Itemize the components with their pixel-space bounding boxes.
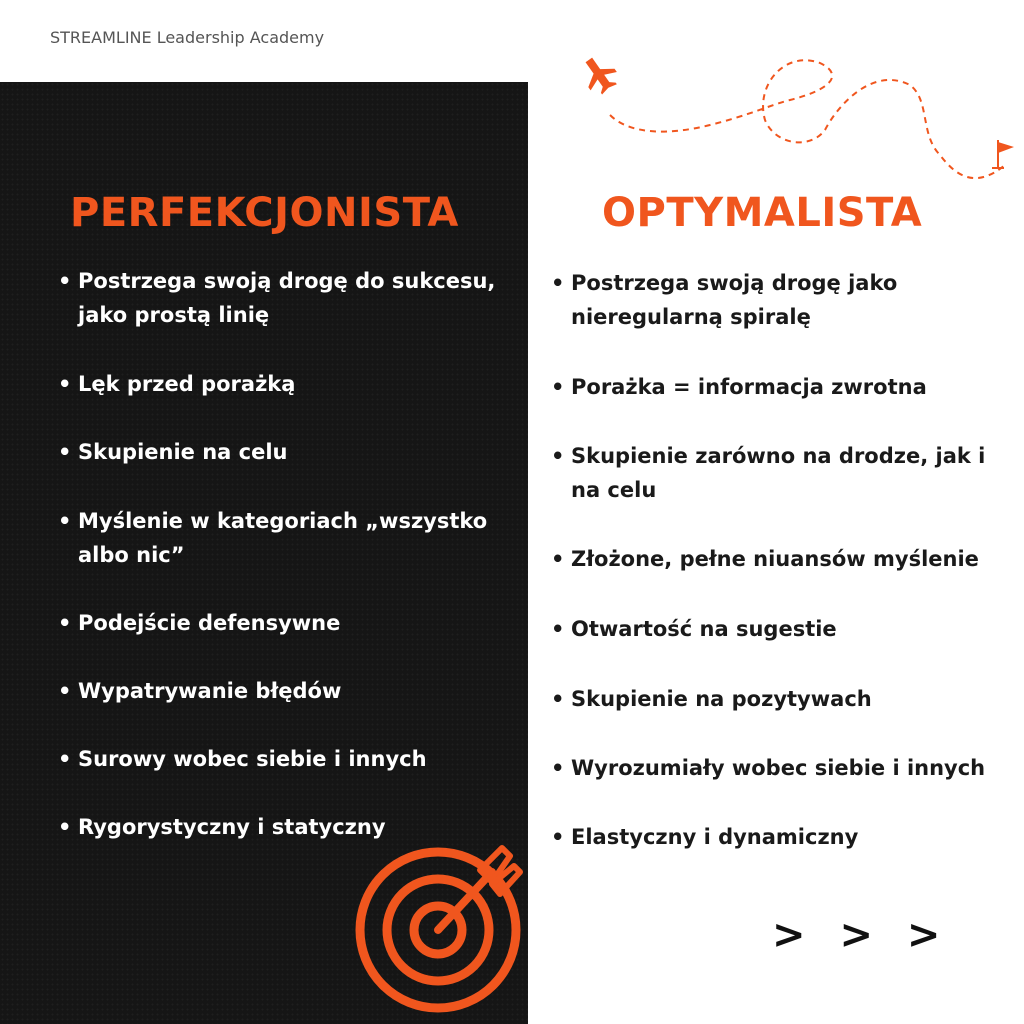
dashed-path [610,60,1005,178]
flight-path-illustration [570,45,1024,195]
optimalist-title: OPTYMALISTA [602,190,923,236]
airplane-icon [576,51,623,99]
list-item: • Skupienie zarówno na drodze, jak i na celu [571,439,991,507]
list-item: • Lęk przed porażką [78,367,518,401]
perfectionist-title: PERFEKCJONISTA [70,190,459,236]
list-item: • Wyrozumiały wobec siebie i innych [571,751,991,785]
list-item: • Elastyczny i dynamiczny [571,820,991,854]
brand-label: STREAMLINE Leadership Academy [50,28,325,47]
list-item: • Postrzega swoją drogę do sukcesu, jako prostą linię [78,264,518,332]
list-item: • Porażka = informacja zwrotna [571,370,991,404]
list-item: • Otwartość na sugestie [571,612,991,646]
list-item: • Rygorystyczny i statyczny [78,810,518,844]
target-icon [352,842,528,1024]
flag-icon [992,140,1014,168]
list-item: • Postrzega swoją drogę jako nieregularną spiralę [571,266,991,334]
list-item: • Skupienie na celu [78,435,518,469]
list-item: • Podejście defensywne [78,606,518,640]
list-item: • Skupienie na pozytywach [571,682,991,716]
next-indicator[interactable]: > > > [772,912,951,958]
list-item: • Wypatrywanie błędów [78,674,518,708]
list-item: • Surowy wobec siebie i innych [78,742,518,776]
list-item: • Złożone, pełne niuansów myślenie [571,542,991,576]
list-item: • Myślenie w kategoriach „wszystko albo nic” [78,504,518,572]
